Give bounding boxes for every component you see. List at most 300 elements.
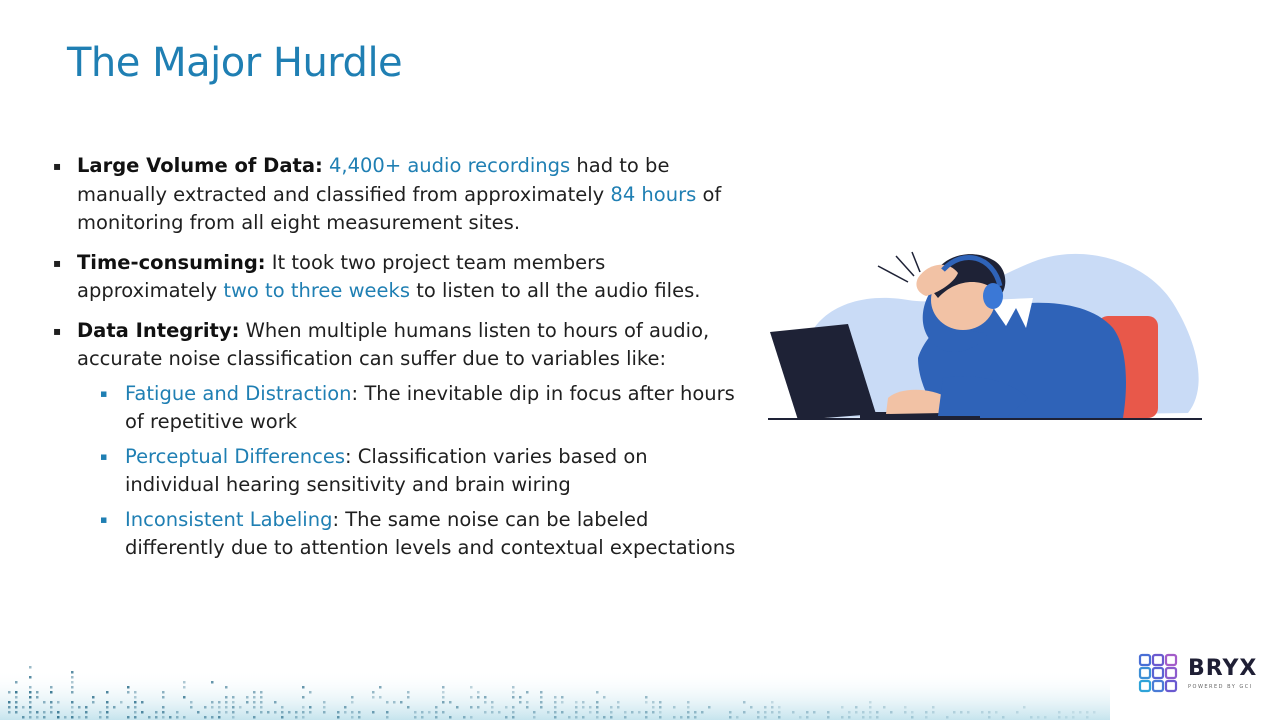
decor-dot [260,706,263,709]
decor-dot [442,696,445,699]
decor-dot [211,706,214,709]
decor-dot [225,706,228,709]
decor-dot [22,706,25,709]
decor-dot [106,701,109,704]
sub-bullet-marker [100,443,107,472]
decor-dot [792,711,795,714]
bullet-marker [53,152,61,181]
decor-dot [295,711,298,714]
decor-dot [127,691,130,694]
decor-dot [225,686,228,689]
decor-dot [596,701,599,704]
decor-dot [190,706,193,709]
decor-dot [778,711,781,714]
decor-dot [29,716,32,719]
decor-dot [295,716,298,719]
decor-dot [554,706,557,709]
decor-dot [988,711,991,714]
decor-dot [610,711,613,714]
decor-dot [309,711,312,714]
decor-dot [141,711,144,714]
decor-dot [281,706,284,709]
decor-dot [162,716,165,719]
decor-dot [610,716,613,719]
decor-dot [1072,716,1075,719]
decor-dot [85,716,88,719]
decor-dot [932,706,935,709]
decor-dot [232,711,235,714]
decor-dot [106,716,109,719]
decor-dot [442,686,445,689]
decor-dot [302,711,305,714]
decor-dot [232,696,235,699]
decor-dot [15,701,18,704]
decor-dot [379,686,382,689]
decor-dot [50,686,53,689]
decor-dot [218,706,221,709]
decor-dot [526,691,529,694]
bullet-data-integrity [52,317,742,374]
decor-dot [120,701,123,704]
decor-dot [57,716,60,719]
decor-dot [239,706,242,709]
decor-dot [281,711,284,714]
decor-dot [659,711,662,714]
decor-dot [71,706,74,709]
decor-dot [435,706,438,709]
decor-dot [260,711,263,714]
decor-dot [729,711,732,714]
decor-dot [694,716,697,719]
bullet-text: When multiple humans listen to hours of audio, accurate noise classification can suffer due to variables like: [77,318,710,370]
decor-dot [771,701,774,704]
sub-bullet-text: : The same noise can be labeled differently due to attention levels and contextual expectations [125,507,736,559]
decor-dot [50,711,53,714]
decor-dot [127,706,130,709]
decor-dot [526,706,529,709]
decor-dot [673,716,676,719]
decor-dot [15,706,18,709]
decor-dot [134,696,137,699]
decor-dot [274,711,277,714]
decor-dot [260,696,263,699]
decor-dot [988,716,991,719]
decor-dot [323,701,326,704]
decor-dot [456,706,459,709]
decor-dot [442,701,445,704]
decor-dot [848,711,851,714]
decor-dot [1093,711,1096,714]
decor-dot [673,706,676,709]
decor-dot [302,716,305,719]
decor-dot [603,696,606,699]
decor-dot [617,701,620,704]
decor-dot [652,711,655,714]
decor-dot [309,706,312,709]
sub-bullet-text: : Classification varies based on individual hearing sensitivity and brain wiring [125,444,648,496]
decor-dot [204,716,207,719]
decor-dot [477,696,480,699]
decor-dot [141,701,144,704]
decor-dot [71,671,74,674]
decor-dot [631,711,634,714]
decor-dot [190,701,193,704]
decor-dot [1016,711,1019,714]
decor-dot [869,711,872,714]
decor-dot [533,711,536,714]
decor-dot [855,711,858,714]
decor-dot [659,716,662,719]
decor-dot [764,711,767,714]
decor-dot [92,701,95,704]
decor-dot [1058,711,1061,714]
decor-dot [1023,706,1026,709]
decor-dot [29,676,32,679]
decor-dot [162,696,165,699]
decor-dot [582,701,585,704]
decor-dot [659,706,662,709]
decor-dot [386,711,389,714]
decor-dot [78,716,81,719]
decor-dot [568,716,571,719]
decor-dot [302,706,305,709]
decor-dot [29,691,32,694]
decor-dot [127,686,130,689]
decor-dot [78,706,81,709]
decor-dot [323,711,326,714]
decor-dot [29,711,32,714]
decor-dot [225,711,228,714]
decor-dot [687,706,690,709]
decor-dot [855,706,858,709]
bullet-time-consuming [52,249,742,306]
bullet-marker [53,249,61,278]
decor-dot [540,696,543,699]
decor-dot [967,711,970,714]
decor-dot [29,701,32,704]
decor-dot [512,706,515,709]
decor-dot [134,706,137,709]
decor-dot [246,711,249,714]
decor-dot [638,711,641,714]
decor-dot [505,716,508,719]
decor-dot [64,716,67,719]
decor-dot [512,716,515,719]
decor-dot [554,711,557,714]
decor-dot [127,716,130,719]
decor-dot [547,711,550,714]
highlight-text: 4,400+ audio recordings [329,154,571,177]
decor-dot [421,716,424,719]
decor-dot [442,711,445,714]
decor-dot [449,716,452,719]
decor-dot [435,716,438,719]
sub-bullet-marker [100,506,107,535]
decor-dot [386,716,389,719]
decor-dot [1002,716,1005,719]
decor-dot [694,711,697,714]
decor-dot [561,711,564,714]
decor-dot [449,701,452,704]
decor-dot [253,716,256,719]
decor-dot [225,701,228,704]
decor-dot [554,701,557,704]
decor-dot [400,701,403,704]
decor-dot [645,696,648,699]
decor-dot [540,706,543,709]
decor-dot [337,711,340,714]
decor-dot [659,701,662,704]
decor-dot [29,706,32,709]
decor-dot [148,716,151,719]
decor-dot [589,706,592,709]
decor-dot [512,691,515,694]
decor-dot [232,701,235,704]
decor-dot [687,716,690,719]
decor-dot [71,686,74,689]
bullet-label: Time-consuming: [77,250,266,274]
decor-dot [421,711,424,714]
decor-dot [778,706,781,709]
decor-dot [358,716,361,719]
decor-dot [1030,716,1033,719]
decor-dot [841,706,844,709]
decor-dot [8,701,11,704]
decor-dot [302,696,305,699]
decor-dot [610,706,613,709]
decor-dot [43,711,46,714]
decor-dot [414,716,417,719]
decor-dot [1044,716,1047,719]
decor-dot [162,691,165,694]
decor-dot [407,691,410,694]
bullet-list [52,152,742,569]
decor-dot [736,716,739,719]
decor-dot [876,716,879,719]
decor-dot [22,716,25,719]
decor-dot [519,701,522,704]
decor-dot [1086,716,1089,719]
decor-dot [561,701,564,704]
bullet-text: of monitoring from all eight measurement sites. [77,182,722,234]
decor-dot [351,701,354,704]
bullet-text: It took two project team members approximately [77,250,606,302]
decor-dot [526,701,529,704]
decor-dot [645,711,648,714]
decor-dot [29,666,32,669]
decor-dot [15,696,18,699]
decor-dot [176,716,179,719]
decor-dot [771,706,774,709]
decor-dot [36,696,39,699]
decor-dot [575,701,578,704]
decor-dot [512,696,515,699]
decor-dot [869,706,872,709]
decor-dot [407,696,410,699]
decor-dot [29,696,32,699]
decor-dot [470,716,473,719]
decor-dot [71,676,74,679]
decor-dot [57,711,60,714]
decor-dot [162,706,165,709]
decor-dot [617,706,620,709]
decor-dot [680,716,683,719]
decor-dot [491,711,494,714]
decor-dot [99,716,102,719]
decor-dot [183,716,186,719]
sub-bullet-label: Perceptual Differences [125,444,346,468]
decor-dot [29,686,32,689]
decor-dot [533,716,536,719]
decor-dot [799,716,802,719]
decor-dot [757,711,760,714]
decor-dot [540,701,543,704]
decor-dot [463,716,466,719]
decor-dot [862,711,865,714]
decor-dot [15,711,18,714]
decor-dot [484,711,487,714]
decor-dot [743,701,746,704]
decor-dot [470,686,473,689]
decor-dot [36,716,39,719]
decor-dot [211,716,214,719]
decor-dot [596,711,599,714]
decor-dot [71,701,74,704]
decor-dot [575,716,578,719]
decor-dot [876,711,879,714]
decor-dot [764,706,767,709]
decor-dot [386,701,389,704]
decor-dot [204,706,207,709]
decor-dot [8,706,11,709]
decor-dot [827,716,830,719]
decor-dot [218,716,221,719]
decor-dot [288,711,291,714]
decor-dot [589,711,592,714]
decor-dot [512,711,515,714]
decor-dot [50,701,53,704]
decor-dot [946,716,949,719]
decor-dot [260,691,263,694]
decor-dot [232,706,235,709]
decor-dot [36,691,39,694]
decor-dot [15,691,18,694]
decor-dot [407,706,410,709]
slide-title: The Major Hurdle [67,40,403,86]
decor-dot [43,716,46,719]
decor-dot [43,701,46,704]
decor-dot [358,711,361,714]
decor-dot [827,711,830,714]
sub-bullet-text: : The inevitable dip in focus after hours of repetitive work [125,381,735,433]
decor-dot [645,701,648,704]
decor-dot [253,691,256,694]
decor-dot [603,716,606,719]
decor-dot [925,711,928,714]
decor-dot [414,711,417,714]
decor-dot [162,711,165,714]
decor-dot [1086,711,1089,714]
decor-dot [106,691,109,694]
decor-dot [505,706,508,709]
decor-dot [253,701,256,704]
decor-dot [687,711,690,714]
decor-dot [596,706,599,709]
decor-dot [491,706,494,709]
decor-dot [50,691,53,694]
decor-dot [155,716,158,719]
decor-dot [71,681,74,684]
decor-dot [652,701,655,704]
decor-dot [484,701,487,704]
decor-dot [764,716,767,719]
decor-dot [477,691,480,694]
decor-dot [841,716,844,719]
decor-dot [8,711,11,714]
decor-dot [1037,716,1040,719]
data-dots-decoration [0,630,1110,720]
highlight-text: 84 hours [610,182,697,206]
decor-dot [904,711,907,714]
decor-dot [883,706,886,709]
decor-dot [498,711,501,714]
decor-dot [176,711,179,714]
decor-dot [470,706,473,709]
decor-dot [134,716,137,719]
decor-dot [729,716,732,719]
decor-dot [218,711,221,714]
decor-dot [197,711,200,714]
decor-dot [771,711,774,714]
decor-dot [806,716,809,719]
decor-dot [99,711,102,714]
decor-dot [477,706,480,709]
decor-dot [372,711,375,714]
decor-dot [575,706,578,709]
decor-dot [344,706,347,709]
decor-dot [218,701,221,704]
decor-dot [596,716,599,719]
sub-bullet-inconsistent [52,506,742,563]
decor-dot [757,716,760,719]
decor-dot [932,711,935,714]
decor-dot [442,691,445,694]
sub-bullet-label: Inconsistent Labeling [125,507,333,531]
bullet-large-volume [52,152,742,238]
decor-dot [554,716,557,719]
decor-dot [274,701,277,704]
decor-dot [57,701,60,704]
decor-dot [953,711,956,714]
decor-dot [155,711,158,714]
logo-tagline: POWERED BY GCI [1188,684,1253,690]
decor-dot [106,706,109,709]
bullet-label: Data Integrity: [77,318,240,342]
decor-dot [267,711,270,714]
decor-dot [71,716,74,719]
decor-dot [981,711,984,714]
decor-dot [708,706,711,709]
decor-dot [624,716,627,719]
decor-dot [925,716,928,719]
decor-dot [470,696,473,699]
decor-dot [253,696,256,699]
decor-dot [519,696,522,699]
decor-dot [911,711,914,714]
decor-dot [904,706,907,709]
decor-dot [435,711,438,714]
decor-dot [211,701,214,704]
